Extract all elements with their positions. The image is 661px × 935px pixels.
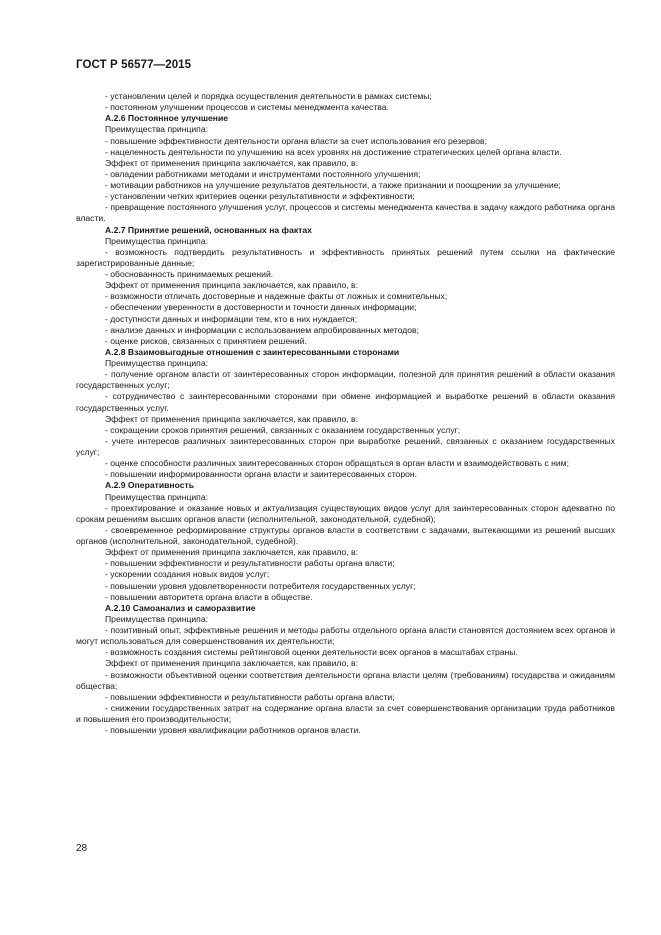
- paragraph: - повышении эффективности и результативности работы органа власти;: [105, 558, 395, 569]
- paragraph: - овладении работниками методами и инструментами постоянного улучшения;: [105, 168, 421, 179]
- paragraph: - нацеленность деятельности по улучшению на всех уровнях на достижение стратегических целей органа власти.: [105, 146, 562, 157]
- paragraph: - повышении авторитета органа власти в обществе.: [105, 591, 313, 602]
- paragraph: - возможность создания системы рейтинговой оценки деятельности всех органов в масштабах страны.: [105, 647, 518, 658]
- paragraph: Эффект от применения принципа заключается, как правило, в:: [105, 413, 358, 424]
- section-heading: А.2.10 Самоанализ и саморазвитие: [105, 602, 256, 613]
- paragraph: - учете интересов различных заинтересованных сторон при выработке решений, связанных с оказанием государственных услуг;: [76, 435, 615, 457]
- paragraph: - получение органом власти от заинтересованных сторон информации, полезной для принятия решений в области оказания государственных услуг;: [76, 369, 615, 391]
- paragraph: Преимущества принципа:: [105, 358, 208, 368]
- paragraph: - ускорении создания новых видов услуг;: [105, 569, 270, 580]
- paragraph: - позитивный опыт, эффективные решения и методы работы отдельного органа власти становятся достоянием всех органов и могут использоваться для совершенствования их деятельности;: [76, 625, 615, 647]
- paragraph: - повышении эффективности и результативности работы органа власти;: [105, 691, 395, 702]
- paragraph: - своевременное реформирование структуры органов власти в соответствии с задачами, вытекающими из решений высших органов (исполнительной, законодательной, судебной).: [76, 524, 615, 546]
- page-number: 28: [76, 843, 88, 854]
- paragraph: - возможности объективной оценки соответствия деятельности органа власти целям (требованиям) государства и ожиданиям общества;: [76, 669, 615, 691]
- paragraph: - установлении целей и порядка осуществления деятельности в рамках системы;: [105, 91, 432, 101]
- paragraph: - превращение постоянного улучшения услуг, процессов и системы менеджмента качества в задачу каждого работника органа власти.: [76, 202, 615, 224]
- paragraph: - повышении информированности органа власти и заинтересованных сторон.: [105, 469, 418, 480]
- paragraph: Преимущества принципа:: [105, 613, 208, 624]
- paragraph: - сокращении сроков принятия решений, связанных с оказанием государственных услуг;: [105, 424, 461, 435]
- paragraph: Преимущества принципа:: [105, 235, 208, 246]
- paragraph: - сотрудничество с заинтересованными сторонами при обмене информацией и выработке решений в области оказания государственных услуг.: [76, 391, 615, 413]
- paragraph: - оценке способности различных заинтересованных сторон обращаться в орган власти и взаимодействовать с ним;: [105, 458, 569, 469]
- paragraph: - оценке рисков, связанных с принятием решений.: [105, 335, 307, 346]
- section-heading: А.2.8 Взаимовыгодные отношения с заинтересованными сторонами: [105, 346, 400, 357]
- paragraph: - возможность подтвердить результативность и эффективность принятых решений путем ссылки на фактические зарегистрированные данные;: [76, 246, 615, 268]
- paragraph: - возможности отличать достоверные и надежные факты от ложных и сомнительных;: [105, 291, 448, 302]
- paragraph: Эффект от применения принципа заключается, как правило, в:: [105, 157, 358, 168]
- paragraph: - обеспечении уверенности в достоверности и точности данных информации;: [105, 302, 417, 313]
- paragraph: Преимущества принципа:: [105, 491, 208, 502]
- paragraph: - постоянном улучшении процессов и системы менеджмента качества.: [105, 102, 389, 113]
- paragraph: - повышение эффективности деятельности органа власти за счет использования его резервов;: [105, 135, 487, 146]
- paragraph: - мотивации работников на улучшение результатов деятельности, а также признании и поощрении за улучшение;: [105, 180, 561, 190]
- section-heading: А.2.7 Принятие решений, основанных на фактах: [105, 224, 312, 235]
- paragraph: - проектирование и оказание новых и актуализация существующих видов услуг для заинтересованных сторон адекватно по срокам решениям высших органов власти (исполнительной, законодательной, судебной);: [76, 502, 615, 524]
- paragraph: Эффект от применения принципа заключается, как правило, в:: [105, 280, 358, 291]
- paragraph: - обоснованность принимаемых решений.: [105, 269, 274, 279]
- document-body: [76, 91, 615, 736]
- paragraph: - повышении уровня квалификации работников органов власти.: [105, 725, 361, 736]
- paragraph: Эффект от применения принципа заключается, как правило, в:: [105, 547, 358, 558]
- paragraph: - установлении четких критериев оценки результативности и эффективности;: [105, 191, 415, 202]
- paragraph: Эффект от применения принципа заключается, как правило, в:: [105, 658, 358, 669]
- section-heading: А.2.9 Оперативность: [105, 480, 194, 491]
- standard-header: ГОСТ Р 56577—2015: [76, 59, 192, 71]
- paragraph: - снижении государственных затрат на содержание органа власти за счет совершенствования организации труда работников и повышения его производительности;: [76, 702, 615, 724]
- section-heading: А.2.6 Постоянное улучшение: [105, 113, 229, 124]
- paragraph: - повышении уровня удовлетворенности потребителя государственных услуг;: [105, 580, 416, 591]
- paragraph: - анализе данных и информации с использованием апробированных методов;: [105, 324, 419, 335]
- paragraph: Преимущества принципа:: [105, 124, 208, 135]
- paragraph: - доступности данных и информации тем, кто в них нуждается;: [105, 313, 358, 324]
